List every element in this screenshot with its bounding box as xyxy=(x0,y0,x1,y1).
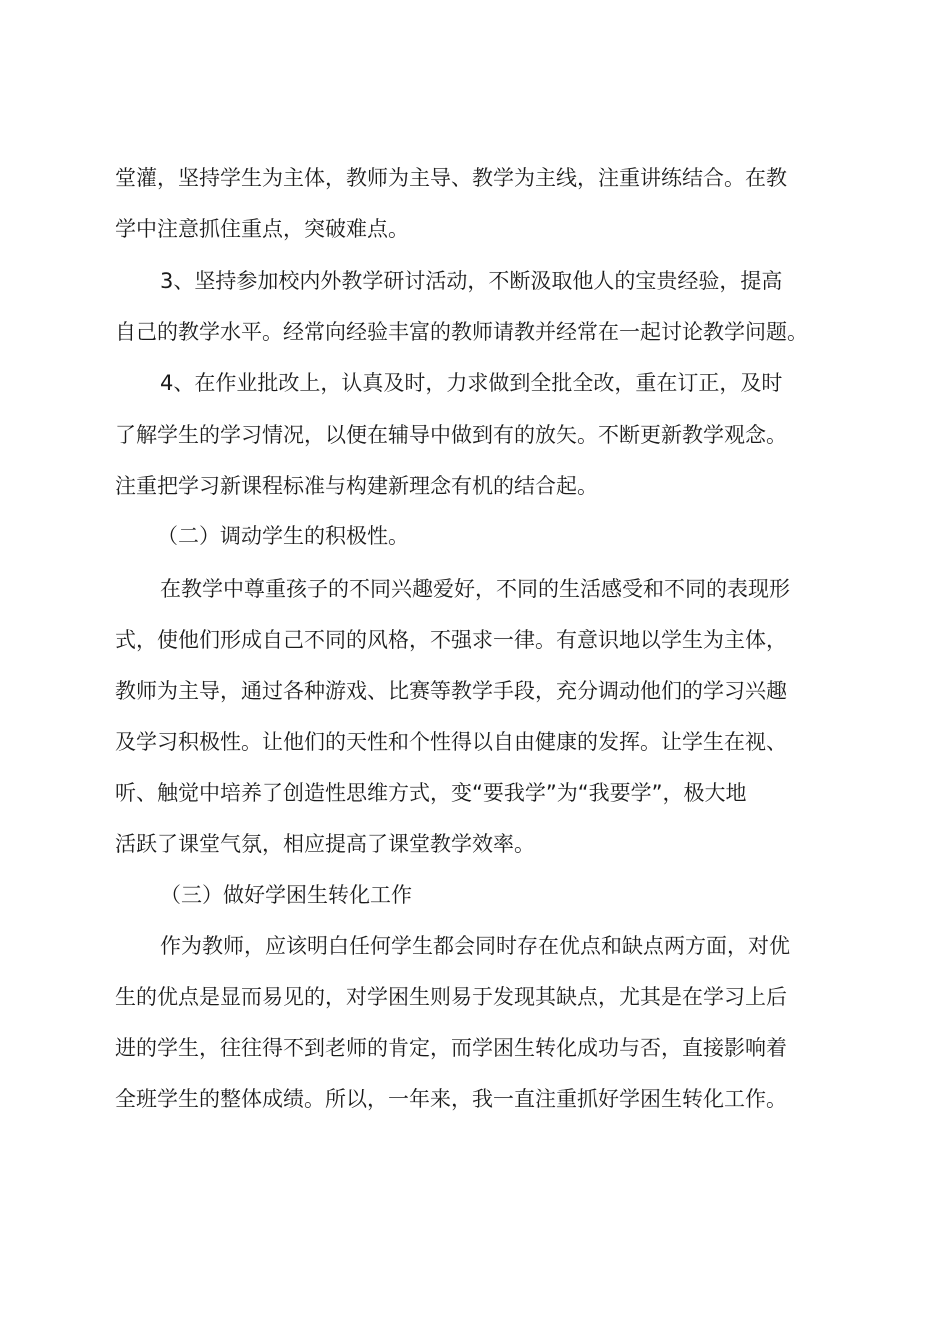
paragraph-line: 自己的教学水平。经常向经验丰富的教师请教并经常在一起讨论教学问题。 xyxy=(115,320,808,344)
paragraph-line: 在教学中尊重孩子的不同兴趣爱好，不同的生活感受和不同的表现形 xyxy=(160,577,790,601)
paragraph-line: 堂灌，坚持学生为主体，教师为主导、教学为主线，注重讲练结合。在教 xyxy=(115,166,787,190)
paragraph-line: 教师为主导，通过各种游戏、比赛等教学手段，充分调动他们的学习兴趣 xyxy=(115,679,787,703)
paragraph-line: 式，使他们形成自己不同的风格，不强求一律。有意识地以学生为主体， xyxy=(115,628,787,652)
section-heading: （三）做好学困生转化工作 xyxy=(160,883,412,907)
paragraph-line: 听、触觉中培养了创造性思维方式，变“要我学”为“我要学”，极大地 xyxy=(115,781,747,805)
paragraph-line: 全班学生的整体成绩。所以，一年来，我一直注重抓好学困生转化工作。 xyxy=(115,1087,787,1111)
paragraph-line: 注重把学习新课程标准与构建新理念有机的结合起。 xyxy=(115,474,598,498)
paragraph-line: 作为教师，应该明白任何学生都会同时存在优点和缺点两方面，对优 xyxy=(160,934,790,958)
paragraph-line: 生的优点是显而易见的，对学困生则易于发现其缺点，尤其是在学习上后 xyxy=(115,985,787,1009)
paragraph-line: 学中注意抓住重点，突破难点。 xyxy=(115,217,409,241)
section-heading: （二）调动学生的积极性。 xyxy=(157,524,409,548)
paragraph-line: 及学习积极性。让他们的天性和个性得以自由健康的发挥。让学生在视、 xyxy=(115,730,787,754)
paragraph-line: 进的学生，往往得不到老师的肯定，而学困生转化成功与否，直接影响着 xyxy=(115,1036,787,1060)
paragraph-line: 4、在作业批改上，认真及时，力求做到全批全改，重在订正，及时 xyxy=(160,371,783,395)
paragraph-line: 3、坚持参加校内外教学研讨活动，不断汲取他人的宝贵经验，提高 xyxy=(160,269,783,293)
paragraph-line: 活跃了课堂气氛，相应提高了课堂教学效率。 xyxy=(115,832,535,856)
paragraph-line: 了解学生的学习情况，以便在辅导中做到有的放矢。不断更新教学观念。 xyxy=(115,423,787,447)
